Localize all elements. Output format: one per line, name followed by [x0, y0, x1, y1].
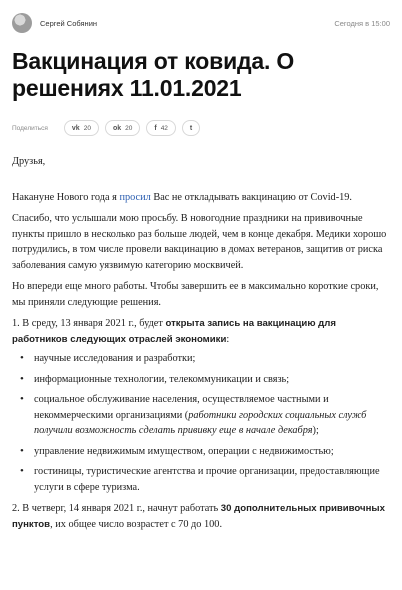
list-item: • управление недвижимым имуществом, операции с недвижимостью; — [26, 444, 392, 460]
paragraph-5: 2. В четверг, 14 января 2021 г., начнут работать 30 дополнительных прививочных пунктов, их общее число возрастет с 70 до 100. — [12, 503, 385, 530]
list-item: • информационные технологии, телекоммуникации и связь; — [26, 372, 392, 388]
link-prosil[interactable]: просил — [119, 191, 151, 203]
ok-count: 20 — [125, 124, 133, 132]
post-body — [12, 154, 392, 532]
page-title: Вакцинация от ковида. О решениях 11.01.2021 — [12, 48, 295, 101]
paragraph-1: Накануне Нового года я просил Вас не откладывать вакцинацию от Covid-19. — [12, 191, 353, 203]
twitter-icon: t — [189, 124, 193, 132]
list-item: • социальное обслуживание населения, осуществляемое частными и некоммерческими организациями (работники городских социальных служб получили возможность сделать прививку еще в начале декабря); — [26, 392, 392, 439]
post-header — [12, 12, 390, 34]
list-item: • научные исследования и разработки; — [26, 351, 392, 367]
share-fb-button[interactable] — [146, 120, 176, 136]
greeting: Друзья, — [12, 156, 46, 167]
avatar[interactable] — [12, 13, 32, 33]
share-ok-button[interactable] — [105, 120, 140, 136]
paragraph-3: Но впереди еще много работы. Чтобы завершить ее в максимально короткие сроки, мы приняли следующие решения. — [12, 281, 379, 308]
share-twitter-button[interactable] — [182, 120, 200, 136]
facebook-icon: f — [154, 124, 157, 132]
share-bar — [12, 120, 200, 136]
share-label: Поделиться — [12, 124, 48, 132]
list-item: • гостиницы, туристические агентства и прочие организации, предоставляющие услуги в сфере туризма. — [26, 464, 392, 495]
fb-count: 42 — [160, 124, 168, 132]
paragraph-2: Спасибо, что услышали мою просьбу. В новогодние праздники на прививочные пункты пришло в несколько раз больше людей, чем в конце декабря. Медики хорошо потрудились, в том числе провели вакцинацию в домах ветеранов, защитив от риска заболевания самую уязвимую категорию москвичей. — [12, 213, 387, 271]
share-vk-button[interactable] — [64, 120, 99, 136]
author-name[interactable]: Сергей Собянин — [40, 18, 98, 28]
vk-icon: vk — [71, 124, 80, 132]
sectors-list — [12, 351, 392, 495]
paragraph-4: 1. В среду, 13 января 2021 г., будет открыта запись на вакцинацию для работников следующих отраслей экономики: — [12, 318, 336, 345]
post-date: Сегодня в 15:00 — [334, 18, 390, 28]
ok-icon: ok — [112, 124, 122, 132]
vk-count: 20 — [83, 124, 91, 132]
